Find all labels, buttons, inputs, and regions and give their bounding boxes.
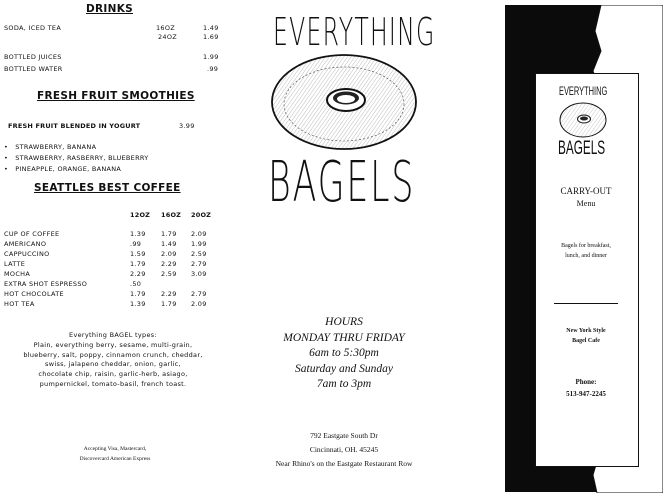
cover-tagline <box>537 241 635 261</box>
table-row <box>4 269 221 279</box>
bagel-types-line: chocolate chip, raisin, garlic-herb, asiago, <box>38 370 188 379</box>
coffee-price-16oz: 1.49 <box>161 240 177 248</box>
coffee-price-16oz: 1.79 <box>161 300 177 308</box>
list-item: • STRAWBERRY, BANANA <box>4 143 97 151</box>
smoothie-blend-price: 3.99 <box>179 122 195 130</box>
bagel-types-line: Plain, everything berry, sesame, multi-grain, <box>33 340 193 349</box>
coffee-item-name: CUP OF COFFEE <box>4 230 60 238</box>
drink-price: 1.99 <box>203 53 219 61</box>
address-line: 792 Eastgate South Dr <box>310 431 378 440</box>
hours-line: MONDAY THRU FRIDAY <box>283 331 405 344</box>
drink-price: .99 <box>207 65 219 73</box>
bagel-types-line: swiss, jalapeno cheddar, onion, garlic, <box>45 360 181 369</box>
coffee-size-header: 20OZ <box>191 211 212 219</box>
drink-size: 16OZ <box>156 24 176 32</box>
hours-title: HOURS <box>325 316 363 328</box>
smoothie-blend-label: FRESH FRUIT BLENDED IN YOGURT <box>8 122 141 130</box>
cover-style-line: Bagel Cafe <box>572 338 600 344</box>
coffee-price-20oz: 2.09 <box>191 300 207 308</box>
table-row <box>4 289 221 299</box>
coffee-price-12oz: 1.79 <box>130 260 146 268</box>
cover-style-line: New York Style <box>566 328 606 334</box>
cover-menu-label: Menu <box>576 199 596 208</box>
coffee-price-20oz: 1.99 <box>191 240 207 248</box>
drink-name: SODA, ICED TEA <box>4 24 62 32</box>
coffee-price-16oz: 1.79 <box>161 230 177 238</box>
coffee-price-16oz <box>161 279 191 289</box>
coffee-price-20oz: 3.09 <box>191 270 207 278</box>
cover-tagline-line: lunch, and dinner <box>565 253 607 259</box>
table-row <box>4 249 221 259</box>
coffee-item-name: AMERICANO <box>4 240 47 248</box>
cover-bagel-illustration <box>558 101 608 139</box>
cover-carry-out: CARRY-OUT <box>560 186 612 196</box>
coffee-price-16oz: 2.29 <box>161 290 177 298</box>
cover-carry-out-block <box>537 184 635 209</box>
address-line: Cincinnati, OH. 45245 <box>309 445 379 454</box>
coffee-size-header: 16OZ <box>161 211 182 219</box>
list-item: • STRAWBERRY, RASBERRY, BLUEBERRY <box>4 154 149 162</box>
coffee-price-20oz <box>191 279 221 289</box>
table-row <box>4 239 221 249</box>
drink-name: BOTTLED JUICES <box>4 53 62 61</box>
bagel-illustration <box>270 52 418 152</box>
coffee-item-name: HOT CHOCOLATE <box>4 290 64 298</box>
coffee-price-16oz: 2.59 <box>161 270 177 278</box>
coffee-item-name: LATTE <box>4 260 26 268</box>
address-line: Near Rhino's on the Eastgate Restaurant Row <box>275 459 413 468</box>
brand-bottom-text: BAGELS <box>268 150 416 215</box>
bagel-types-block <box>0 331 226 390</box>
smoothies-heading: FRESH FRUIT SMOOTHIES <box>37 90 195 102</box>
drinks-heading: DRINKS <box>86 3 133 15</box>
table-row <box>4 299 221 309</box>
brand-top-text: EVERYTHING <box>273 10 436 54</box>
bagel-types-line: pumpernickel, tomato-basil, french toast. <box>39 379 187 388</box>
coffee-item-name: HOT TEA <box>4 300 35 308</box>
coffee-price-12oz: .50 <box>130 280 142 288</box>
cover-divider <box>554 303 618 304</box>
coffee-price-12oz: 1.39 <box>130 230 146 238</box>
cover-tagline-line: Bagels for breakfast, <box>561 243 611 249</box>
cover-phone-label: Phone: <box>575 378 597 386</box>
hours-block <box>248 315 440 393</box>
cover-phone-number: 513-947-2245 <box>566 390 606 398</box>
payment-line: Discovercard American Express <box>79 456 151 462</box>
coffee-item-name: EXTRA SHOT ESPRESSO <box>4 280 88 288</box>
coffee-price-12oz: 1.59 <box>130 250 146 258</box>
coffee-price-12oz: .99 <box>130 240 142 248</box>
hours-line: 7am to 3pm <box>316 378 372 390</box>
table-row <box>4 229 221 239</box>
coffee-price-16oz: 2.09 <box>161 250 177 258</box>
address-block <box>230 429 458 471</box>
coffee-item-name: MOCHA <box>4 270 31 278</box>
coffee-price-16oz: 2.29 <box>161 260 177 268</box>
coffee-size-header: 12OZ <box>130 211 151 219</box>
cover-style-block <box>537 326 635 346</box>
coffee-price-12oz: 1.79 <box>130 290 146 298</box>
payment-line: Accepting Visa, Mastercard, <box>83 446 147 452</box>
list-item: • PINEAPPLE, ORANGE, BANANA <box>4 165 122 173</box>
coffee-price-20oz: 2.79 <box>191 290 207 298</box>
coffee-heading: SEATTLES BEST COFFEE <box>34 182 181 194</box>
bagel-types-title: Everything BAGEL types: <box>69 331 157 339</box>
payment-note <box>40 444 190 464</box>
coffee-price-12oz: 1.39 <box>130 300 146 308</box>
drink-price: 1.69 <box>203 33 219 41</box>
drink-price: 1.49 <box>203 24 219 32</box>
coffee-price-12oz: 2.29 <box>130 270 146 278</box>
coffee-price-20oz: 2.59 <box>191 250 207 258</box>
coffee-price-table <box>4 229 221 309</box>
coffee-item-name: CAPPUCCINO <box>4 250 50 258</box>
bagel-types-line: blueberry, salt, poppy, cinnamon crunch, cheddar, <box>23 350 203 359</box>
hours-line: Saturday and Sunday <box>295 362 393 375</box>
cover-brand-top: EVERYTHING <box>559 84 608 98</box>
cover-brand-bottom: BAGELS <box>558 138 606 159</box>
table-row <box>4 259 221 269</box>
table-row <box>4 279 221 289</box>
coffee-price-20oz: 2.09 <box>191 230 207 238</box>
drink-size: 24OZ <box>158 33 178 41</box>
cover-phone-block <box>537 376 635 400</box>
drink-name: BOTTLED WATER <box>4 65 63 73</box>
coffee-price-20oz: 2.79 <box>191 260 207 268</box>
hours-line: 6am to 5:30pm <box>309 347 379 359</box>
